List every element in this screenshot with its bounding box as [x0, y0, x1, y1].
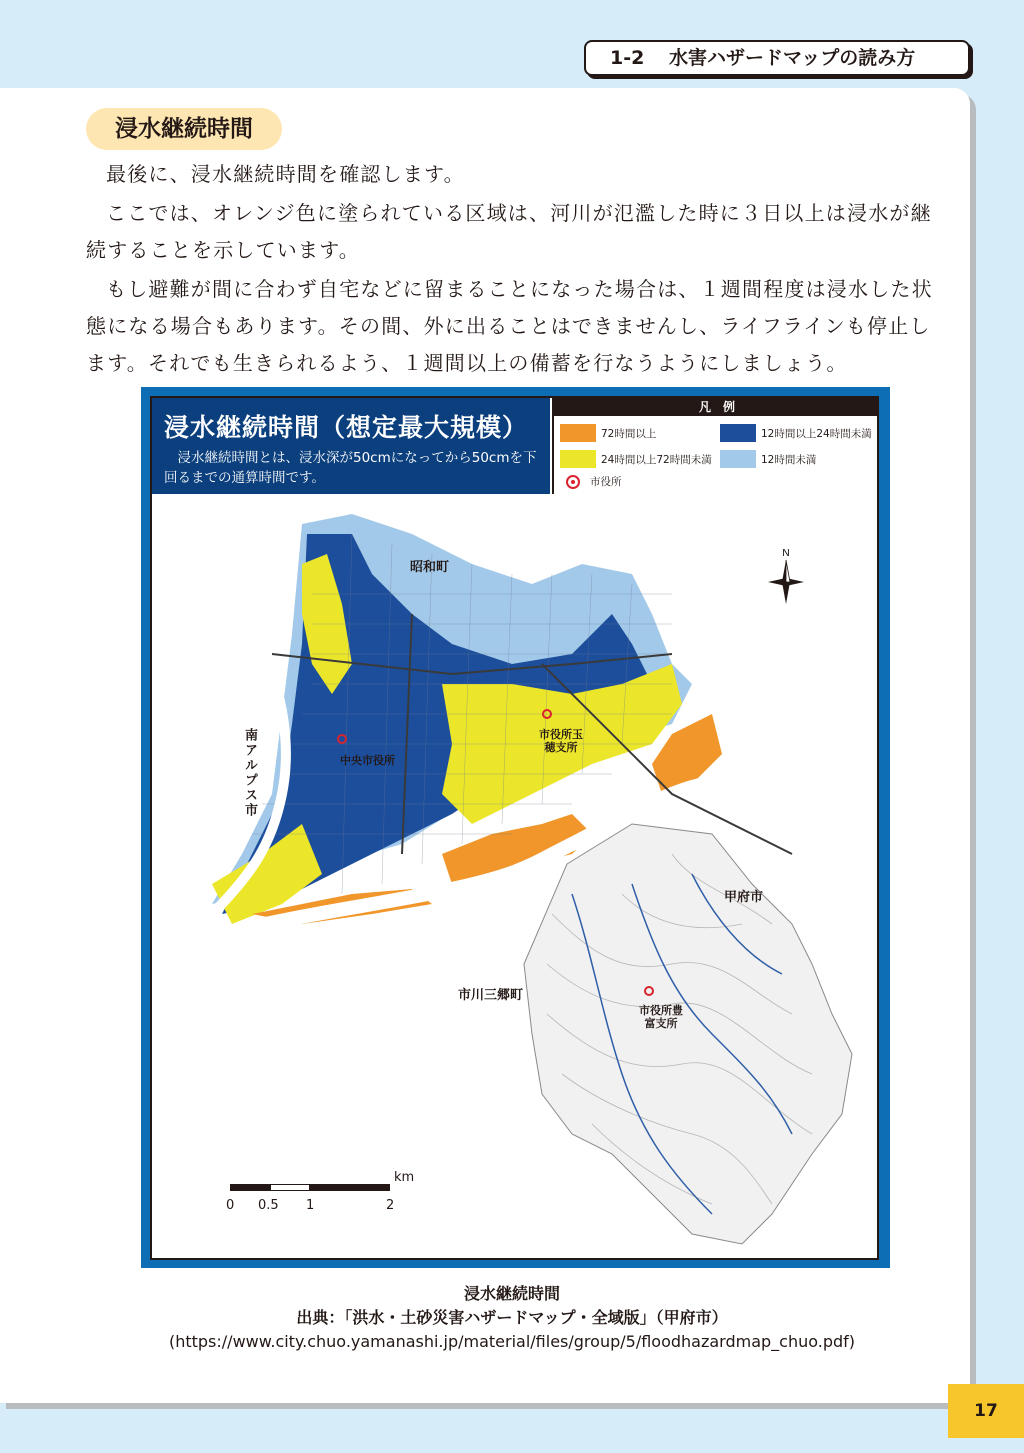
hazard-map-figure — [141, 387, 890, 1268]
place-label-showa: 昭和町 — [410, 560, 450, 575]
legend-swatch — [560, 424, 596, 442]
legend-item — [560, 424, 656, 442]
map-scale-bar — [226, 1170, 428, 1218]
terrain-area — [524, 824, 852, 1244]
paragraph: 最後に、浸水継続時間を確認します。 — [106, 162, 465, 186]
place-label-ichikawamisato: 市川三郷町 — [458, 988, 524, 1003]
paragraph: ここでは、オレンジ色に塗られている区域は、河川が氾濫した時に３日以上は浸水が継続することを示しています。 — [86, 201, 932, 262]
legend-heading: 凡 例 — [554, 398, 879, 416]
place-label-kofu: 甲府市 — [724, 890, 764, 905]
section-title: 浸水継続時間 — [86, 108, 282, 150]
map-legend — [552, 398, 879, 494]
scale-segment — [310, 1184, 390, 1191]
scale-tick: 0.5 — [258, 1198, 279, 1213]
chapter-title: 水害ハザードマップの読み方 — [668, 47, 916, 69]
office-label-tamaho: 市役所玉穂支所 — [539, 728, 583, 754]
city-office-icon — [566, 475, 580, 489]
chapter-number: 1-2 — [610, 47, 645, 69]
scale-tick: 2 — [386, 1198, 395, 1213]
body-text — [86, 156, 946, 384]
page-number: 17 — [948, 1384, 1024, 1438]
map-title-box — [152, 398, 550, 494]
flood-duration-map — [152, 494, 879, 1260]
legend-swatch — [720, 424, 756, 442]
chapter-tab — [584, 40, 970, 76]
scale-tick: 1 — [306, 1198, 315, 1213]
office-label-chuo: 中央市役所 — [340, 754, 395, 767]
legend-swatch — [560, 450, 596, 468]
caption-url: (https://www.city.chuo.yamanashi.jp/material/files/group/5/floodhazardmap_chuo.pdf) — [168, 1332, 856, 1351]
scale-segment — [230, 1184, 270, 1191]
legend-item — [560, 450, 712, 468]
scale-tick: 0 — [226, 1198, 235, 1213]
legend-label: 72時間以上 — [601, 427, 657, 440]
legend-label: 12時間未満 — [761, 453, 817, 466]
place-label-minami-alps: 南アルプス市 — [242, 728, 257, 818]
figure-caption — [0, 1282, 1024, 1354]
hazard-map-frame — [150, 396, 879, 1260]
scale-segment — [270, 1184, 310, 1191]
legend-swatch — [720, 450, 756, 468]
office-label-toyotomi: 市役所豊富支所 — [639, 1004, 683, 1030]
compass-icon — [764, 546, 808, 608]
caption-source: 出典：「洪水・土砂災害ハザードマップ・全域版」（甲府市） — [296, 1308, 728, 1327]
map-title: 浸水継続時間（想定最大規模） — [164, 413, 529, 442]
legend-label: 24時間以上72時間未満 — [601, 453, 712, 466]
legend-item — [720, 450, 816, 468]
legend-item — [554, 474, 622, 489]
legend-label: 12時間以上24時間未満 — [761, 427, 872, 440]
map-description: 浸水継続時間とは、浸水深が50cmになってから50cmを下回るまでの通算時間です。 — [164, 450, 537, 486]
scale-unit: km — [394, 1170, 415, 1185]
caption-title: 浸水継続時間 — [463, 1284, 560, 1303]
legend-label: 市役所 — [590, 476, 622, 488]
legend-item — [720, 424, 872, 442]
paragraph: もし避難が間に合わず自宅などに留まることになった場合は、１週間程度は浸水した状態になる場合もあります。その間、外に出ることはできませんし、ライフラインも停止します。それでも生きられるよう、１週間以上の備蓄を行なうようにしましょう。 — [86, 277, 933, 375]
compass-label: N — [782, 548, 790, 559]
